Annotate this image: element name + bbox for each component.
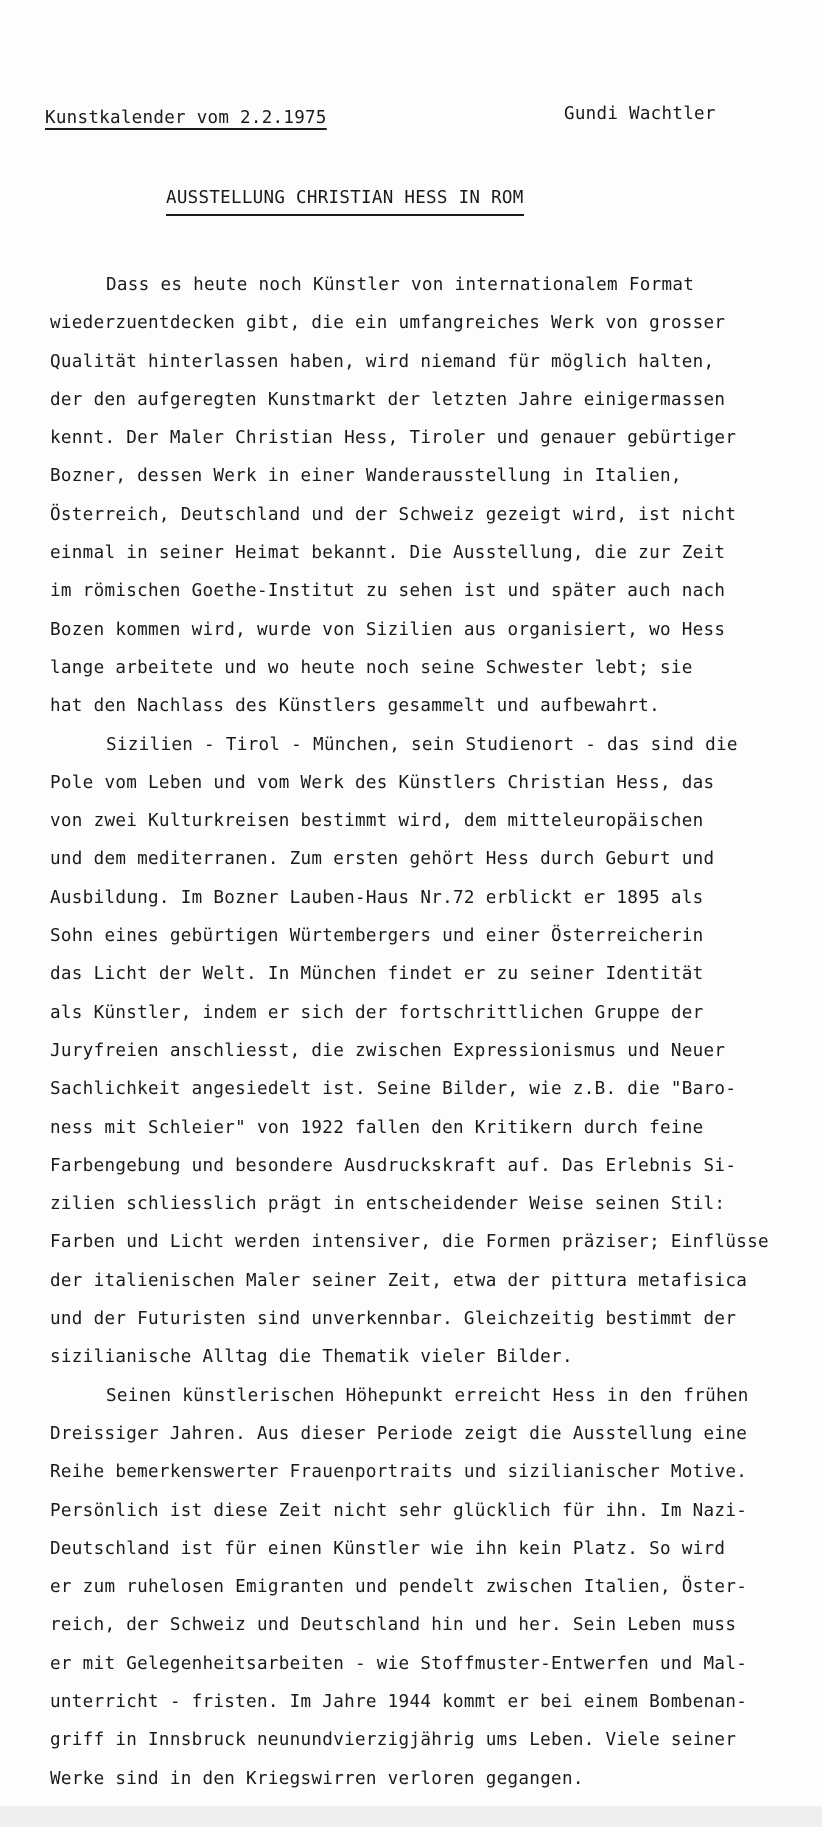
text-line: er mit Gelegenheitsarbeiten - wie Stoffmuster-Entwerfen und Mal- [50,1653,748,1674]
text-line: Sachlichkeit angesiedelt ist. Seine Bilder, wie z.B. die "Baro- [50,1079,737,1100]
text-line: Deutschland ist für einen Künstler wie ihn kein Platz. So wird [50,1538,726,1559]
text-line: Dass es heute noch Künstler von internationalem Format [106,275,695,295]
text-line: zilien schliesslich prägt in entscheidender Weise seinen Stil: [50,1194,726,1215]
text-line: reich, der Schweiz und Deutschland hin und her. Sein Leben muss [50,1615,737,1636]
paragraph [50,726,810,1377]
paragraph [50,266,810,726]
text-line: Sohn eines gebürtigen Würtembergers und einer Österreicherin [50,926,704,947]
paragraph [50,1377,810,1798]
text-line: Farbengebung und besondere Ausdruckskraft auf. Das Erlebnis Si- [50,1155,737,1176]
text-line: Juryfreien anschliesst, die zwischen Expressionismus und Neuer [50,1040,726,1061]
text-line: und der Futuristen sind unverkennbar. Gleichzeitig bestimmt der [50,1309,737,1330]
text-line: der den aufgeregten Kunstmarkt der letzten Jahre einigermassen [50,389,726,410]
text-line: er zum ruhelosen Emigranten und pendelt zwischen Italien, Öster- [50,1577,748,1598]
text-line: kennt. Der Maler Christian Hess, Tiroler und genauer gebürtiger [50,428,737,449]
text-line: Seinen künstlerischen Höhepunkt erreicht Hess in den frühen [106,1385,749,1406]
author-name: Gundi Wachtler [564,104,716,124]
text-line: ness mit Schleier" von 1922 fallen den Kritikern durch feine [50,1117,704,1138]
text-line: lange arbeitete und wo heute noch seine Schwester lebt; sie [50,657,693,678]
text-line: Farben und Licht werden intensiver, die Formen präziser; Einflüsse [50,1232,769,1253]
text-line: hat den Nachlass des Künstlers gesammelt und aufbewahrt. [50,696,660,717]
article-body [50,266,810,1798]
text-line: Ausbildung. Im Bozner Lauben-Haus Nr.72 erblickt er 1895 als [50,887,704,908]
text-line: und dem mediterranen. Zum ersten gehört Hess durch Geburt und [50,849,715,870]
text-line: einmal in seiner Heimat bekannt. Die Ausstellung, die zur Zeit [50,543,726,564]
text-line: Bozen kommen wird, wurde von Sizilien aus organisiert, wo Hess [50,619,726,640]
text-line: das Licht der Welt. In München findet er zu seiner Identität [50,964,704,985]
text-line: Pole vom Leben und vom Werk des Künstlers Christian Hess, das [50,772,715,793]
calendar-reference: Kunstkalender vom 2.2.1975 [45,108,327,128]
text-line: von zwei Kulturkreisen bestimmt wird, dem mitteleuropäischen [50,811,704,832]
text-line: Persönlich ist diese Zeit nicht sehr glücklich für ihn. Im Nazi- [50,1500,748,1521]
text-line: Bozner, dessen Werk in einer Wanderausstellung in Italien, [50,466,682,487]
text-line: unterricht - fristen. Im Jahre 1944 kommt er bei einem Bombenan- [50,1691,748,1712]
scan-bottom-edge [0,1806,822,1827]
text-line: Reihe bemerkenswerter Frauenportraits und sizilianischer Motive. [50,1462,748,1483]
text-line: Sizilien - Tirol - München, sein Studienort - das sind die [106,734,738,755]
text-line: im römischen Goethe-Institut zu sehen ist und später auch nach [50,581,726,602]
text-line: griff in Innsbruck neunundvierzigjährig ums Leben. Viele seiner [50,1730,737,1751]
text-line: Werke sind in den Kriegswirren verloren gegangen. [50,1768,584,1789]
text-line: Österreich, Deutschland und der Schweiz gezeigt wird, ist nicht [50,504,737,525]
text-line: wiederzuentdecken gibt, die ein umfangreiches Werk von grosser [50,313,726,334]
text-line: Qualität hinterlassen haben, wird niemand für möglich halten, [50,351,715,372]
text-line: der italienischen Maler seiner Zeit, etwa der pittura metafisica [50,1270,748,1291]
article-title: AUSSTELLUNG CHRISTIAN HESS IN ROM [166,188,524,216]
text-line: als Künstler, indem er sich der fortschrittlichen Gruppe der [50,1002,704,1023]
text-line: Dreissiger Jahren. Aus dieser Periode zeigt die Ausstellung eine [50,1423,748,1444]
text-line: sizilianische Alltag die Thematik vieler Bilder. [50,1347,573,1368]
